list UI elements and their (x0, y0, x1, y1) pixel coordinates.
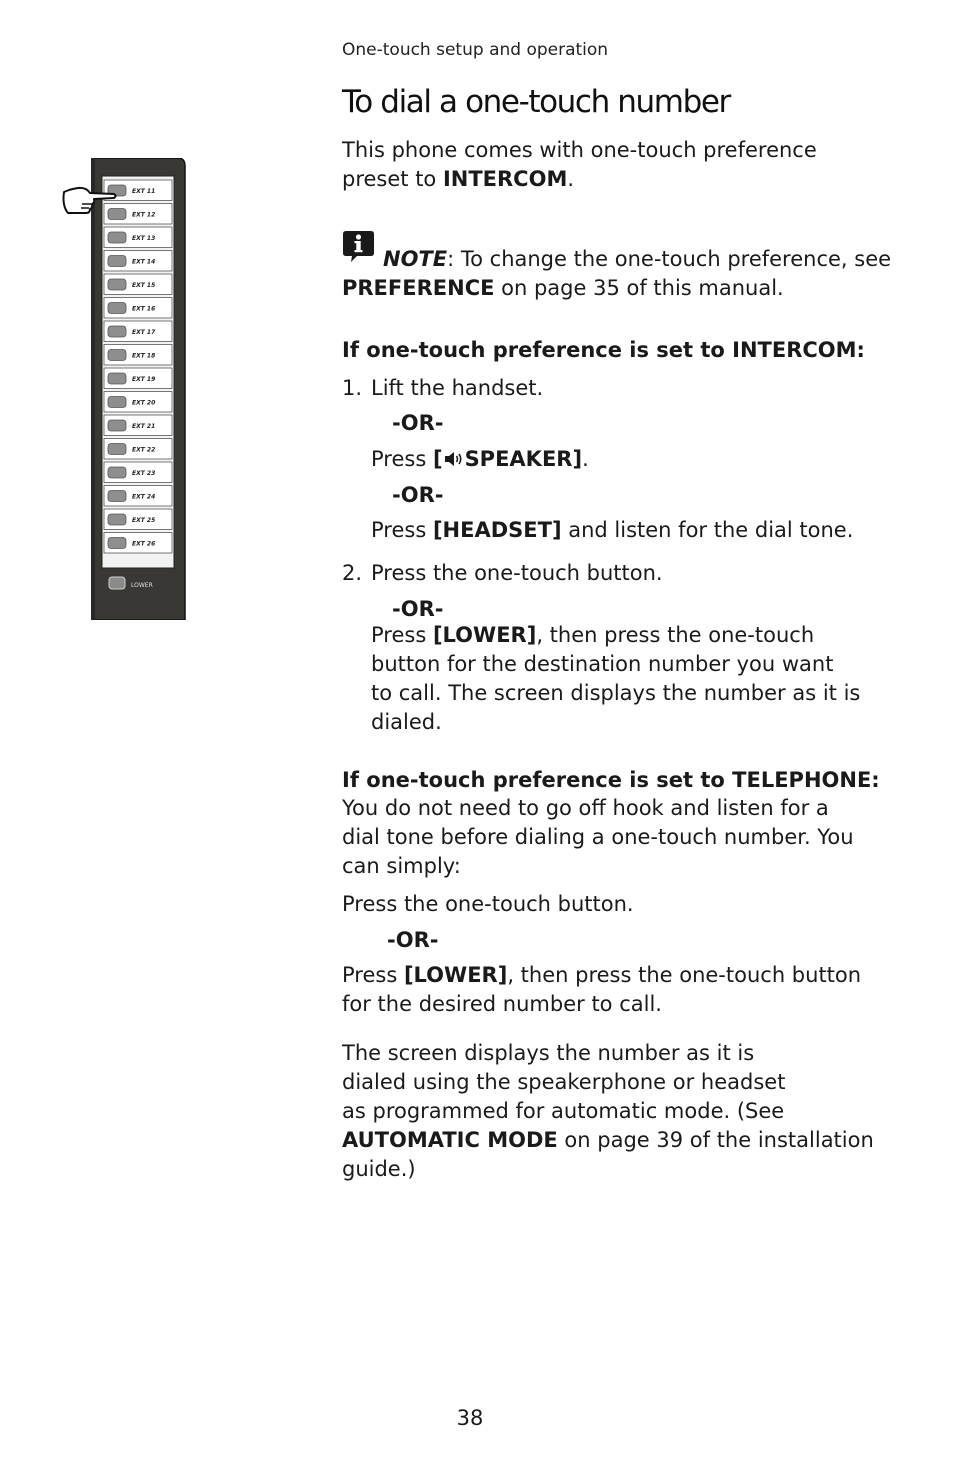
automatic-line3: as programmed for automatic mode. (See (342, 1099, 785, 1123)
one-touch-key (108, 350, 126, 361)
one-touch-key (108, 491, 126, 502)
one-touch-key (108, 232, 126, 243)
telephone-lower-line1: Press [LOWER], then press the one-touch button (342, 963, 862, 987)
note-line1 (383, 245, 891, 274)
intercom-heading: If one-touch preference is set to INTERCOM: (342, 338, 865, 362)
one-touch-key (108, 373, 126, 384)
note-text1: : To change the one-touch preference, see (447, 247, 892, 271)
key-label: EXT 23 (132, 470, 156, 477)
note-label: NOTE (383, 247, 448, 271)
lower-key (109, 577, 125, 589)
one-touch-key (108, 397, 126, 408)
one-touch-key (108, 303, 126, 314)
key-label: EXT 19 (132, 376, 156, 383)
step2-number: 2. (342, 561, 363, 585)
or-separator: -OR- (392, 411, 444, 435)
section-label: One-touch setup and operation (342, 40, 609, 60)
step1-number: 1. (342, 376, 363, 400)
or-separator: -OR- (392, 597, 444, 621)
telephone-line3: can simply: (342, 854, 461, 878)
intro-text: This phone comes with one-touch preference preset to (342, 138, 817, 191)
one-touch-key (108, 467, 126, 478)
speaker-icon (443, 450, 465, 468)
intro-paragraph (342, 136, 862, 194)
info-icon (342, 230, 375, 263)
step2-lower-line1: Press [LOWER], then press the one-touch (371, 623, 815, 647)
note-text2: on page 35 of this manual. (494, 276, 784, 300)
automatic-line2: dialed using the speakerphone or headset (342, 1070, 786, 1094)
telephone-heading: If one-touch preference is set to TELEPHONE: (342, 768, 880, 792)
or-separator: -OR- (392, 483, 444, 507)
one-touch-key (108, 279, 126, 290)
key-label: EXT 21 (132, 423, 156, 430)
step1-text: Lift the handset. (371, 376, 544, 400)
key-label: EXT 15 (132, 282, 156, 289)
intro-end: . (567, 167, 575, 191)
telephone-lower-line2: for the desired number to call. (342, 992, 662, 1016)
automatic-line5: guide.) (342, 1157, 416, 1181)
note-line2 (342, 274, 784, 303)
step1-headset-line: Press [HEADSET] and listen for the dial tone. (371, 518, 854, 542)
step2-lower-line4: dialed. (371, 710, 442, 734)
one-touch-key (108, 326, 126, 337)
key-label: EXT 12 (132, 211, 156, 219)
key-label: EXT 24 (132, 493, 156, 501)
key-label: EXT 25 (132, 517, 156, 524)
key-label: EXT 18 (132, 352, 156, 360)
key-label: EXT 17 (132, 329, 156, 336)
one-touch-key (108, 538, 126, 549)
page-title: To dial a one-touch number (342, 84, 730, 120)
one-touch-key (108, 514, 126, 525)
step1-speaker-line: Press [ SPEAKER]. (371, 447, 589, 471)
note-bold: PREFERENCE (342, 276, 495, 300)
key-label: EXT 26 (132, 540, 156, 548)
one-touch-key (108, 444, 126, 455)
key-label: EXT 14 (132, 258, 156, 266)
telephone-line1: You do not need to go off hook and listen for a (342, 796, 829, 820)
key-label: EXT 20 (132, 399, 156, 407)
key-label: EXT 22 (132, 446, 156, 454)
key-label: EXT 13 (132, 235, 156, 242)
key-label: EXT 11 (132, 188, 156, 195)
automatic-line4: AUTOMATIC MODE on page 39 of the installation (342, 1128, 874, 1152)
automatic-line1: The screen displays the number as it is (342, 1041, 755, 1065)
step2-lower-line3: to call. The screen displays the number as it is (371, 681, 861, 705)
one-touch-key (108, 420, 126, 431)
or-separator: -OR- (387, 928, 439, 952)
intro-bold: INTERCOM (442, 167, 568, 191)
pointing-hand-icon (60, 184, 118, 218)
lower-key-label: LOWER (131, 582, 153, 589)
one-touch-key (108, 256, 126, 267)
step2-text: Press the one-touch button. (371, 561, 663, 585)
one-touch-keypad-illustration (90, 158, 186, 620)
telephone-line2: dial tone before dialing a one-touch number. You (342, 825, 854, 849)
page-number: 38 (456, 1406, 484, 1430)
step2-lower-line2: button for the destination number you want (371, 652, 834, 676)
key-label: EXT 16 (132, 305, 156, 313)
telephone-press-button: Press the one-touch button. (342, 892, 634, 916)
